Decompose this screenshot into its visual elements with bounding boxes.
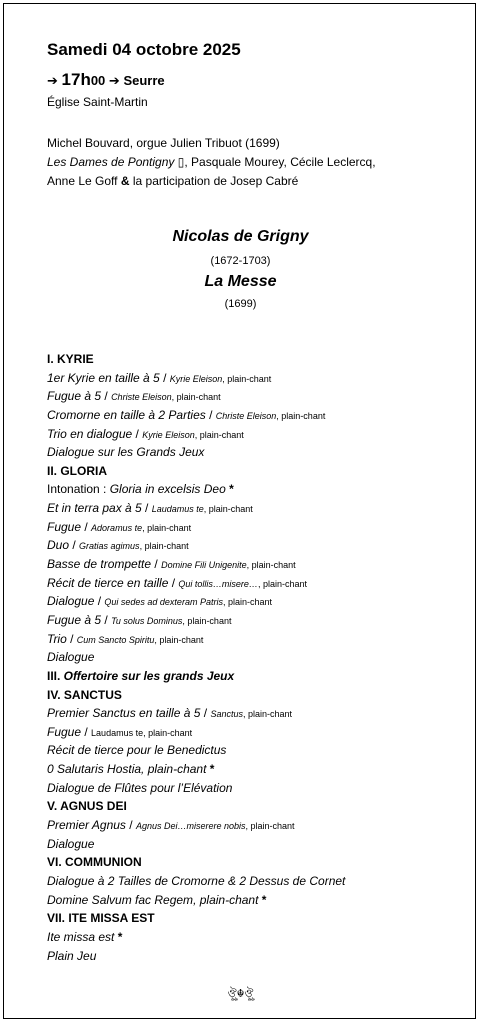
chant-label: , plain-chant — [276, 410, 326, 421]
program-item — [47, 555, 472, 574]
section-title: Offertoire sur les grands Jeux — [63, 668, 235, 683]
program-item — [47, 760, 472, 779]
section-heading — [47, 667, 472, 686]
asterisk: * — [114, 929, 123, 944]
program-item — [47, 406, 472, 425]
chant-text: Agnus Dei…miserere nobis — [135, 821, 246, 832]
chant-label: , plain-chant — [142, 522, 192, 533]
piece-title: Premier Agnus — [47, 818, 126, 833]
chant-label: , plain-chant — [141, 762, 207, 777]
program-item — [47, 704, 472, 723]
chant-text: Domine Fili Unigenite — [161, 560, 247, 571]
piece-title: Fugue à 5 — [47, 612, 102, 627]
concert-time: 17h — [61, 70, 91, 89]
section-heading: VII. ITE MISSA EST — [47, 911, 155, 926]
program-item — [47, 499, 472, 518]
program-item — [47, 387, 472, 406]
piece-title: Dialogue sur les Grands Jeux — [47, 445, 205, 460]
chant-label: , plain-chant — [203, 504, 253, 515]
piece-title: Dialogue — [47, 650, 95, 665]
separator: / — [159, 370, 170, 385]
piece-title: Et in terra pax à 5 — [47, 501, 142, 516]
concert-town: Seurre — [123, 73, 165, 88]
chant-text: 0 Salutaris Hostia — [47, 762, 142, 777]
performers-line: Michel Bouvard, orgue Julien Tribuot (1699) — [47, 136, 280, 150]
work-date: (1699) — [224, 298, 257, 310]
performers-text: , Pasquale Mourey, Cécile Leclercq, — [184, 155, 376, 169]
chant-text: Domine Salvum fac Regem — [47, 892, 194, 907]
program-item — [47, 741, 472, 760]
chant-text: Qui tollis…misere… — [178, 578, 258, 589]
chant-text: Sanctus — [210, 709, 243, 720]
section-heading: VI. COMMUNION — [47, 855, 142, 870]
arrow-icon: ➔ — [108, 73, 120, 88]
separator: / — [94, 594, 105, 609]
chant-text: Adoramus te — [91, 522, 143, 533]
composer-name: Nicolas de Grigny — [172, 228, 309, 245]
section-heading: II. GLORIA — [47, 463, 107, 478]
piece-title: Dialogue de Flûtes pour l’Elévation — [47, 780, 233, 795]
chant-label: , plain-chant — [194, 429, 244, 440]
ampersand: & — [120, 174, 130, 188]
piece-title: Dialogue à 2 Tailles de Cromorne & 2 Dessus de Cornet — [47, 873, 346, 888]
program-item — [47, 592, 472, 611]
chant-text: Kyrie Eleison — [142, 429, 195, 440]
program-item — [47, 611, 472, 630]
chant-label: , plain-chant — [222, 373, 272, 384]
section-heading: I. KYRIE — [47, 352, 94, 366]
piece-title: Dialogue — [47, 836, 95, 851]
program-item — [47, 835, 472, 854]
piece-title: Récit de tierce en taille — [47, 575, 169, 590]
separator: / — [101, 389, 112, 404]
piece-title: Cromorne en taille à 2 Parties — [47, 407, 206, 422]
performers — [47, 134, 376, 191]
arrow-icon: ➔ — [47, 73, 58, 88]
separator: / — [69, 538, 80, 553]
program-item — [47, 425, 472, 444]
piece-title: Récit de tierce pour le Benedictus — [47, 743, 227, 758]
program-item — [47, 536, 472, 555]
separator: / — [151, 557, 162, 572]
program-item — [47, 630, 472, 649]
program-item — [47, 518, 472, 537]
chant-text: Laudamus te — [151, 504, 204, 515]
chant-text: Christe Eleison — [111, 392, 172, 403]
piece-title: Trio en dialogue — [47, 426, 133, 441]
program-item — [47, 369, 472, 388]
program-item — [47, 723, 472, 742]
piece-title: Basse de trompette — [47, 557, 152, 572]
piece-title: Premier Sanctus en taille à 5 — [47, 706, 201, 721]
asterisk: * — [258, 892, 267, 907]
program-item — [47, 480, 472, 499]
piece-title: Dialogue — [47, 594, 95, 609]
separator: / — [141, 501, 152, 516]
performers-text: Anne Le Goff — [47, 174, 121, 188]
piece-title: Fugue à 5 — [47, 389, 102, 404]
composer-dates: (1672-1703) — [210, 255, 271, 267]
performers-line — [47, 153, 376, 172]
venue: Église Saint-Martin — [47, 95, 148, 109]
piece-title: 1er Kyrie en taille à 5 — [47, 370, 160, 385]
separator: / — [81, 724, 92, 739]
separator: / — [81, 519, 92, 534]
performers-text: la participation de Josep Cabré — [129, 174, 299, 188]
section-number: III. — [47, 668, 64, 683]
chant-label: , plain-chant — [182, 615, 232, 626]
performers-line — [47, 172, 376, 191]
piece-title: Fugue — [47, 519, 82, 534]
program-item — [47, 947, 472, 966]
chant-text: Gratias agimus — [79, 541, 140, 552]
program-list — [47, 350, 472, 965]
separator: / — [66, 631, 77, 646]
chant-text: Tu solus Dominus — [111, 615, 183, 626]
separator: / — [125, 818, 136, 833]
piece-title: Duo — [47, 538, 70, 553]
time-location-line — [47, 70, 165, 90]
chant-text: Gloria in excelsis Deo — [109, 482, 226, 497]
program-item — [47, 891, 472, 910]
work-title: La Messe — [204, 273, 277, 290]
program-item — [47, 872, 472, 891]
separator: / — [205, 407, 216, 422]
chant-text: Ite missa est — [47, 929, 115, 944]
section-heading: IV. SANCTUS — [47, 687, 122, 702]
intonation-label: Intonation : — [47, 482, 110, 497]
program-item — [47, 928, 472, 947]
asterisk: * — [206, 762, 215, 777]
program-item — [47, 648, 472, 667]
chant-label: , plain-chant — [222, 597, 272, 608]
program-item — [47, 443, 472, 462]
concert-time-minutes: 00 — [90, 73, 106, 88]
chant-label: , plain-chant — [246, 560, 296, 571]
concert-date: Samedi 04 octobre 2025 — [47, 40, 241, 59]
chant-label: , plain-chant — [242, 709, 292, 720]
program-item — [47, 574, 472, 593]
chant-text: Qui sedes ad dexteram Patris — [104, 597, 223, 608]
piece-title: Fugue — [47, 724, 82, 739]
program-item — [47, 779, 472, 798]
chant-text: Kyrie Eleison — [169, 373, 223, 384]
chant-label: , plain-chant — [257, 578, 307, 589]
ensemble-name: Les Dames de Pontigny — [47, 155, 175, 169]
chant-label: Laudamus te, plain-chant — [91, 727, 193, 738]
section-heading: V. AGNUS DEI — [47, 799, 127, 814]
separator: / — [132, 426, 143, 441]
separator: / — [101, 612, 112, 627]
separator: / — [200, 706, 211, 721]
ornament-icon: ঔৣ☬ঔৣ — [227, 988, 254, 1000]
chant-label: , plain-chant — [193, 892, 259, 907]
piece-title: Plain Jeu — [47, 948, 97, 963]
chant-label: , plain-chant — [245, 821, 295, 832]
asterisk: * — [225, 482, 234, 497]
chant-label: , plain-chant — [154, 634, 204, 645]
chant-label: , plain-chant — [171, 392, 221, 403]
missing-glyph: ▯ — [177, 155, 185, 169]
separator: / — [168, 575, 179, 590]
chant-text: Cum Sancto Spiritu — [76, 634, 155, 645]
chant-label: , plain-chant — [139, 541, 189, 552]
chant-text: Christe Eleison — [215, 410, 277, 421]
program-item — [47, 816, 472, 835]
piece-title: Trio — [47, 631, 67, 646]
